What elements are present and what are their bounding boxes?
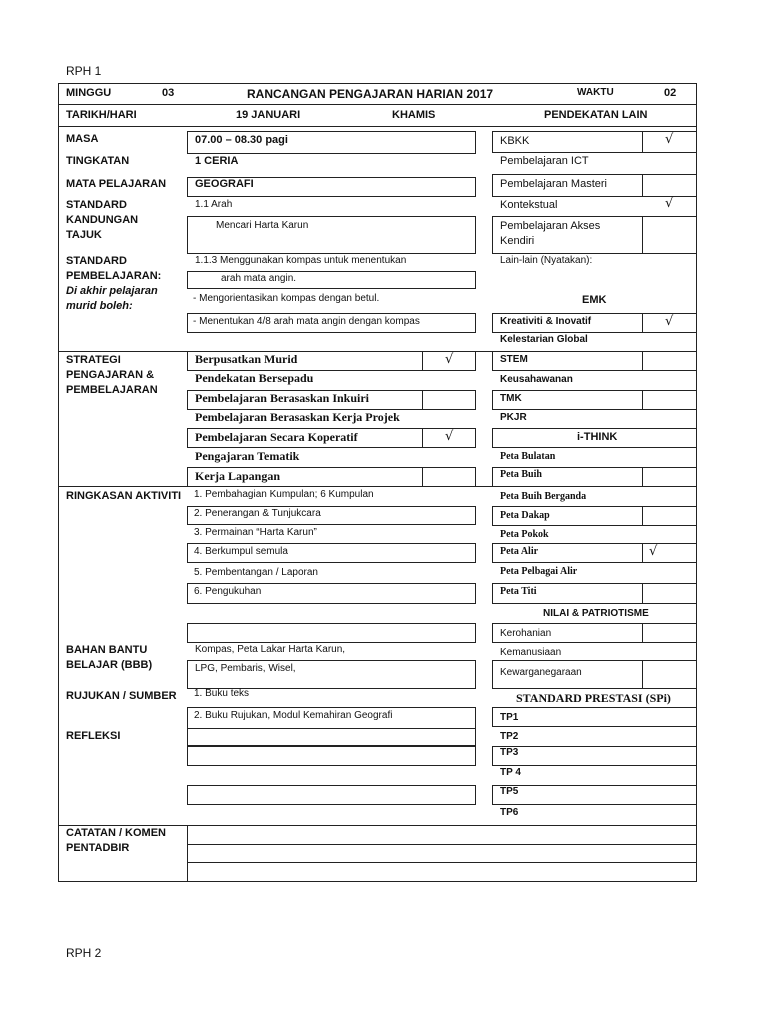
pendekatan-kbkk: KBKK [500,135,530,147]
ithink-buih: Peta Buih [500,469,542,480]
ithink-bulatan: Peta Bulatan [500,451,556,462]
sp-note-2: murid boleh: [66,300,133,312]
emk-heading: EMK [582,294,607,306]
strategi-label-1: STRATEGI [66,354,121,366]
strategi-item-6: Pengajaran Tematik [195,449,300,463]
emk-keusahawanan: Keusahawanan [500,374,573,385]
sp-note-1: Di akhir pelajaran [66,285,158,297]
ithink-heading: i-THINK [577,431,618,443]
pendekatan-kontekstual: Kontekstual [500,199,558,211]
pendekatan-ict: Pembelajaran ICT [500,155,589,167]
blank-field-1[interactable] [187,623,476,643]
nilai-heading: NILAI & PATRIOTISME [543,608,649,619]
emk-tmk: TMK [500,393,522,404]
tp-6: TP6 [500,807,519,818]
sp-label-1: STANDARD [66,255,127,267]
ithink-pokok: Peta Pokok [500,529,549,540]
spi-heading: STANDARD PRESTASI (SPi) [516,691,671,705]
nilai-kerohanian: Kerohanian [500,628,552,639]
strategi-item-7: Kerja Lapangan [195,469,281,483]
pendekatan-akses-1: Pembelajaran Akses [500,220,601,232]
bbb-label-1: BAHAN BANTU [66,644,148,656]
sk-label-3: TAJUK [66,229,102,241]
aktiviti-1: 1. Pembahagian Kumpulan; 6 Kumpulan [194,489,374,500]
rujukan-value-2: 2. Buku Rujukan, Modul Kemahiran Geografi [194,710,393,721]
tp-1: TP1 [500,712,519,723]
sk-label-1: STANDARD [66,199,127,211]
waktu-value: 02 [664,87,677,99]
tingkatan-value: 1 CERIA [195,155,239,167]
aktiviti-5: 5. Pembentangan / Laporan [194,567,318,578]
strategi-label-2: PENGAJARAN & [66,369,155,381]
check-kbkk: √ [665,132,674,147]
page-label-bottom: RPH 2 [66,946,102,960]
tp-3: TP3 [500,747,519,758]
strategi-item-3: Pembelajaran Berasaskan Inkuiri [195,391,370,405]
aktiviti-2: 2. Penerangan & Tunjukcara [194,508,321,519]
emk-kelestarian: Kelestarian Global [500,334,588,345]
ithink-titi: Peta Titi [500,586,537,597]
hari-value: KHAMIS [392,109,436,121]
ithink-pelbagai-alir: Peta Pelbagai Alir [500,566,578,577]
strategi-item-5: Pembelajaran Secara Koperatif [195,430,358,444]
tarikh-label: TARIKH/HARI [66,109,137,121]
catatan-label-2: PENTADBIR [66,842,130,854]
check-peta-alir: √ [649,544,658,559]
emk-pkjr: PKJR [500,412,527,423]
minggu-value: 03 [162,87,175,99]
emk-stem: STEM [500,354,528,365]
sp-value-2: arah mata angin. [221,273,297,284]
minggu-label: MINGGU [66,87,112,99]
bbb-label-2: BELAJAR (BBB) [66,659,153,671]
emk-row-tmk[interactable] [492,390,697,410]
check-berpusatkan-murid: √ [445,352,454,367]
tajuk-value: Mencari Harta Karun [216,220,309,231]
waktu-label: WAKTU [577,87,614,98]
sk-label-2: KANDUNGAN [66,214,139,226]
refleksi-field-2[interactable] [187,785,476,805]
bbb-value-2: LPG, Pembaris, Wisel, [195,663,296,674]
sp-value-3: - Mengorientasikan kompas dengan betul. [193,293,380,304]
catatan-label-1: CATATAN / KOMEN [66,827,167,839]
ithink-dakap: Peta Dakap [500,510,550,521]
check-kontekstual: √ [665,196,674,211]
sk-value: 1.1 Arah [195,199,233,210]
ithink-buih-berganda: Peta Buih Berganda [500,491,587,502]
mata-value: GEOGRAFI [195,178,254,190]
pendekatan-akses-2: Kendiri [500,235,535,247]
sp-value-4: - Menentukan 4/8 arah mata angin dengan kompas [193,316,420,327]
tarikh-value: 19 JANUARI [236,109,301,121]
page-label-top: RPH 1 [66,64,102,78]
tingkatan-label: TINGKATAN [66,155,130,167]
tp-5: TP5 [500,786,519,797]
aktiviti-3: 3. Permainan “Harta Karun” [194,527,317,538]
sp-label-2: PEMBELAJARAN: [66,270,162,282]
tp-2: TP2 [500,731,519,742]
pendekatan-lain-heading: PENDEKATAN LAIN [544,109,648,121]
strategi-label-3: PEMBELAJARAN [66,384,158,396]
rujukan-value-1: 1. Buku teks [194,688,250,699]
strategi-item-2: Pendekatan Bersepadu [195,371,314,385]
refleksi-field-1[interactable] [187,746,476,766]
check-koperatif: √ [445,429,454,444]
pendekatan-lain-lain: Lain-lain (Nyatakan): [500,255,593,266]
pendekatan-masteri: Pembelajaran Masteri [500,178,607,190]
rujukan-label: RUJUKAN / SUMBER [66,690,177,702]
tp-row-5[interactable] [492,785,697,805]
tp-row-1[interactable] [492,707,697,727]
nilai-kewarganegaraan: Kewarganegaraan [500,667,582,678]
nilai-kemanusiaan: Kemanusiaan [500,647,562,658]
emk-kreativiti: Kreativiti & Inovatif [500,316,592,327]
strategi-item-4: Pembelajaran Berasaskan Kerja Projek [195,410,400,424]
masa-value: 07.00 – 08.30 pagi [195,134,288,146]
aktiviti-6: 6. Pengukuhan [194,586,262,597]
masa-label: MASA [66,133,99,145]
form-title: RANCANGAN PENGAJARAN HARIAN 2017 [247,87,494,101]
tp-4: TP 4 [500,767,521,778]
strategi-item-1: Berpusatkan Murid [195,352,298,366]
ithink-alir: Peta Alir [500,546,539,557]
mata-pelajaran-label: MATA PELAJARAN [66,178,167,190]
ringkasan-label: RINGKASAN AKTIVITI [66,490,182,502]
refleksi-label: REFLEKSI [66,730,121,742]
check-kreativiti: √ [665,314,674,329]
tp-row-3[interactable] [492,746,697,766]
aktiviti-4: 4. Berkumpul semula [194,546,288,557]
bbb-value-1: Kompas, Peta Lakar Harta Karun, [195,644,346,655]
sp-value-1: 1.1.3 Menggunakan kompas untuk menentukan [195,255,407,266]
